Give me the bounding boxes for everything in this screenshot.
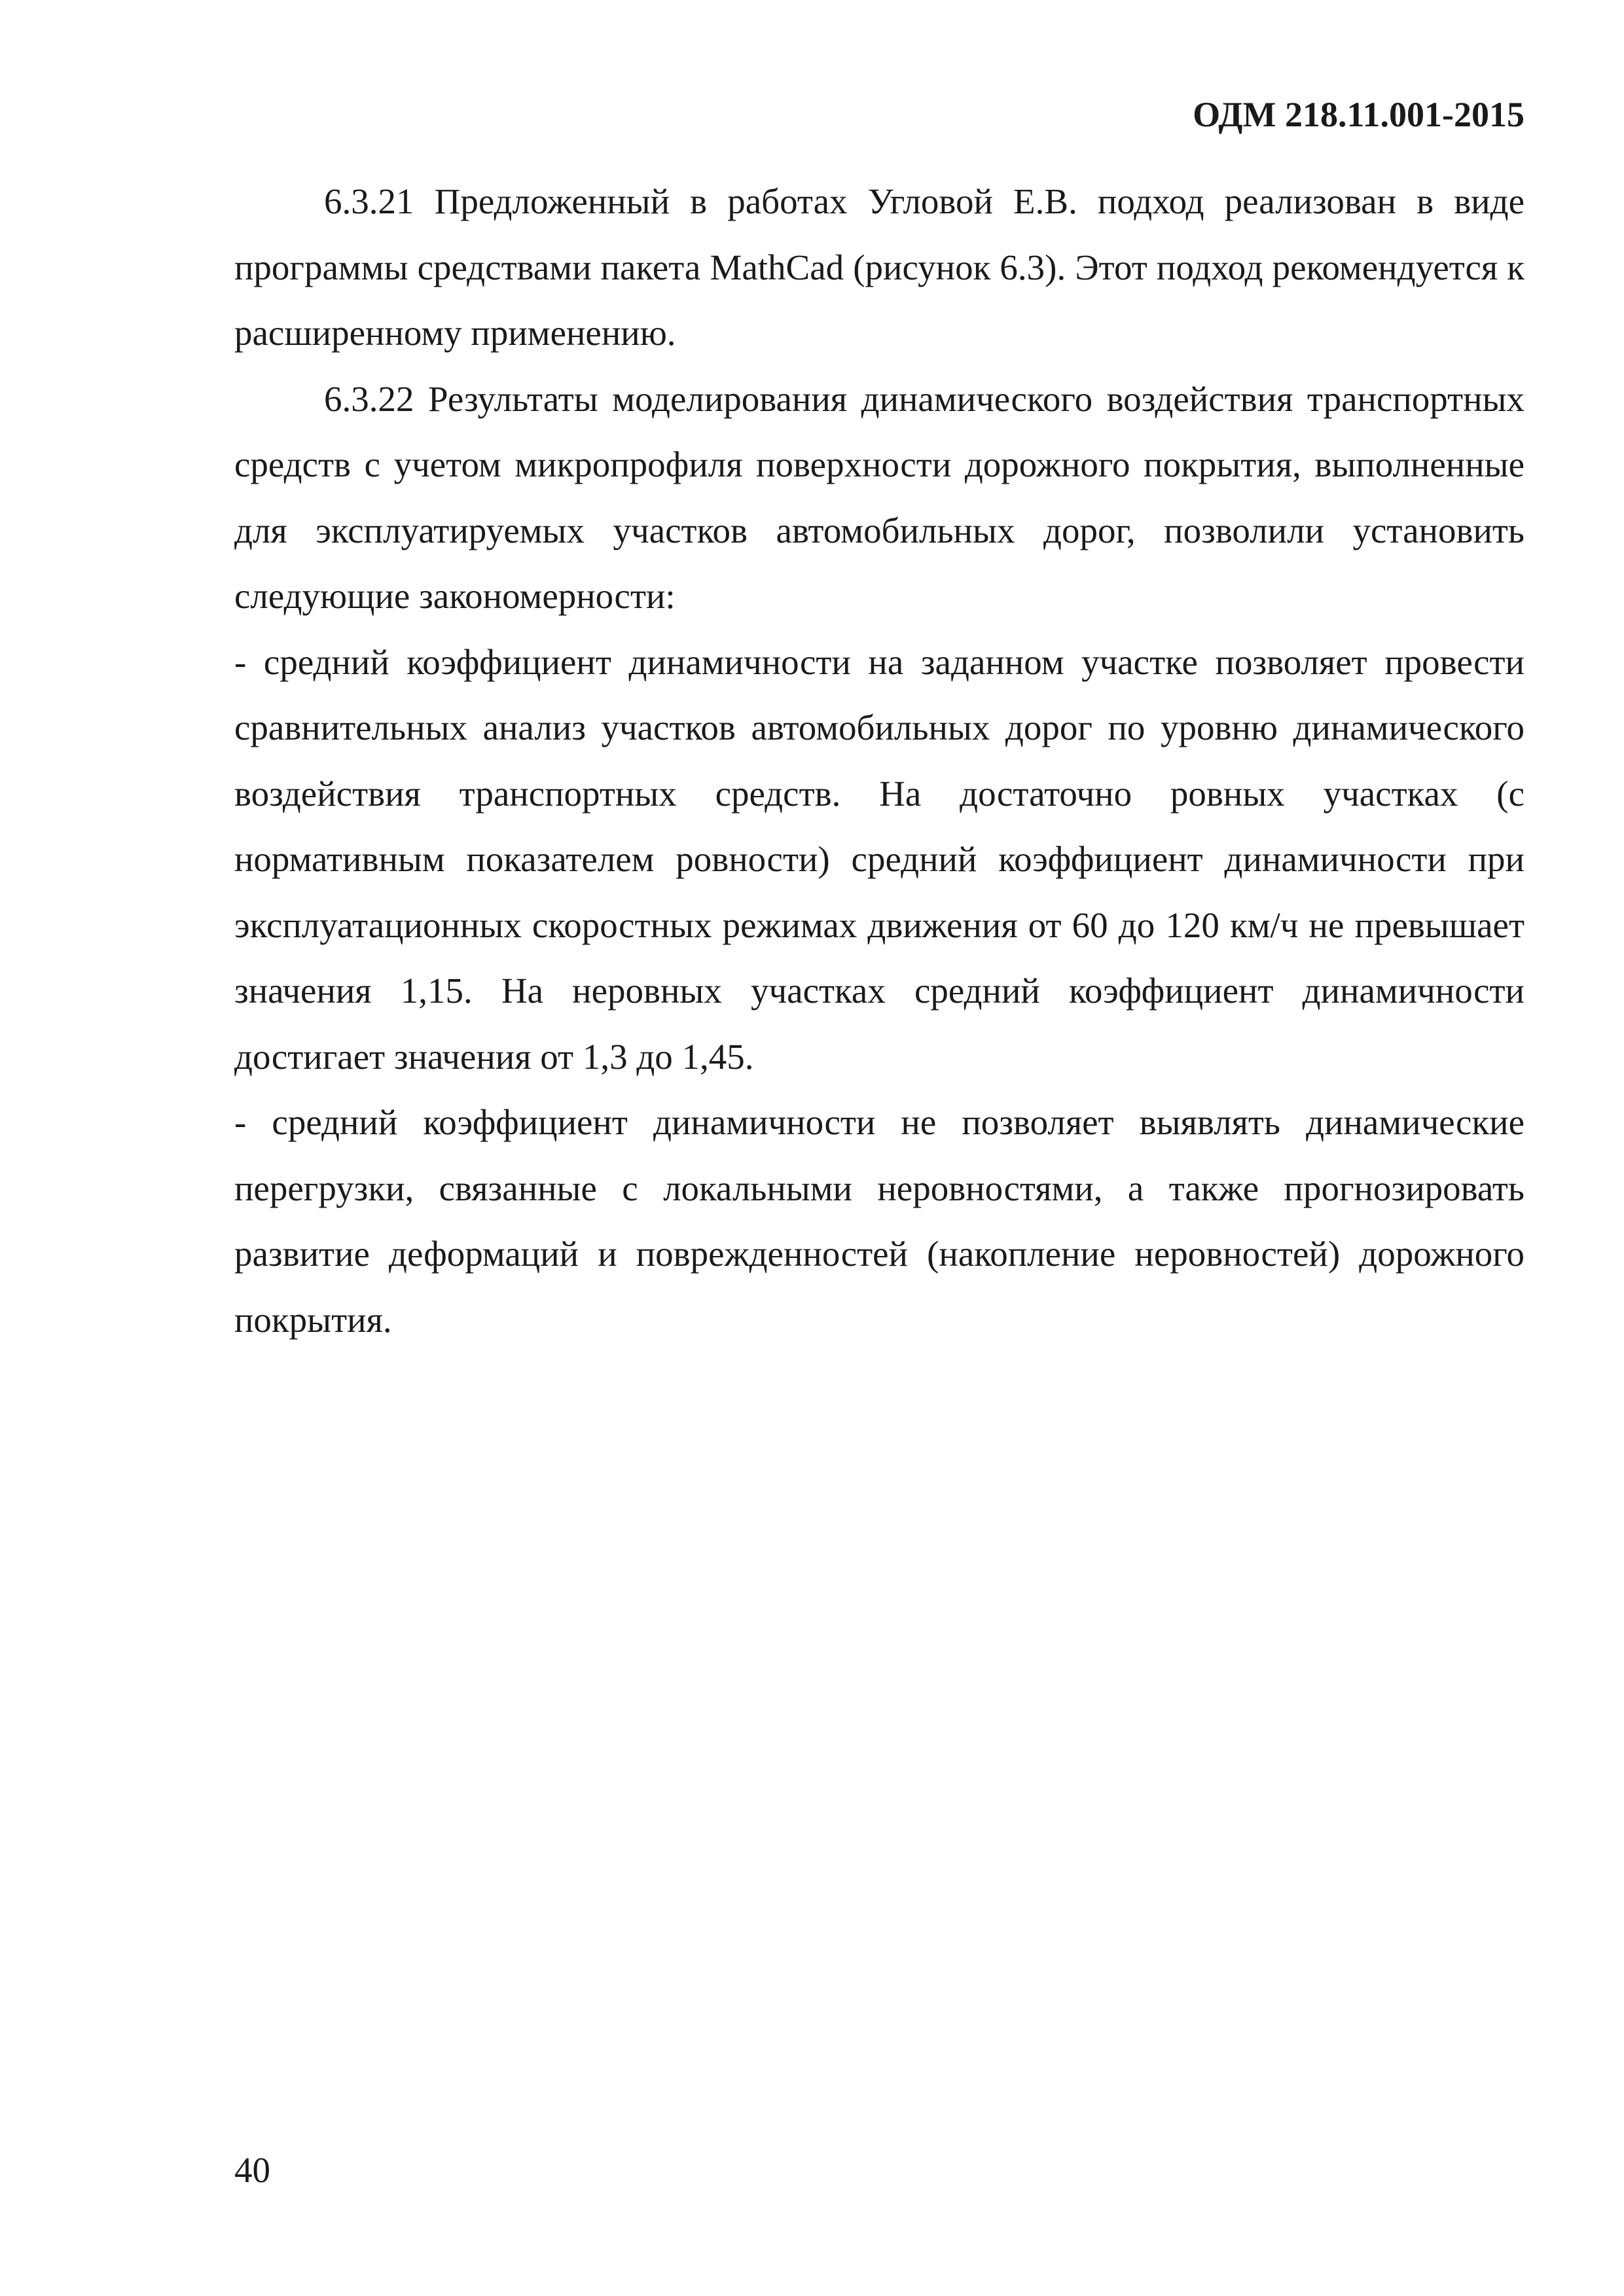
body-text	[234, 169, 1525, 1353]
list-item-average-coefficient-analysis: - средний коэффициент динамичности на заданном участке позволяет провести сравнительных анализ участков автомобильных дорог по уровню динамического воздействия транспортных средств. На достаточно ровных участках (с нормативным показателем ровности) средний коэффициент динамичности при эксплуатационных скоростных режимах движения от 60 до 120 км/ч не превышает значения 1,15. На неровных участках средний коэффициент динамичности достигает значения от 1,3 до 1,45.	[234, 641, 1525, 1077]
page-number: 40	[234, 2150, 270, 2190]
document-code-header: ОДМ 218.11.001-2015	[1193, 95, 1525, 134]
paragraph-6-3-22: 6.3.22 Результаты моделирования динамического воздействия транспортных средств с учетом микропрофиля поверхности дорожного покрытия, выполненные для эксплуатируемых участков автомобильных дорог, позволили установить следующие закономерности:	[234, 378, 1525, 616]
paragraph-6-3-21: 6.3.21 Предложенный в работах Угловой Е.В. подход реализован в виде программы средствами пакета MathCad (рисунок 6.3). Этот подход рекомендуется к расширенному применению.	[234, 181, 1525, 353]
list-item-average-coefficient-limitations: - средний коэффициент динамичности не позволяет выявлять динамические перегрузки, связанные с локальными неровностями, а также прогнозировать развитие деформаций и поврежденностей (накопление неровностей) дорожного покрытия.	[234, 1102, 1525, 1340]
